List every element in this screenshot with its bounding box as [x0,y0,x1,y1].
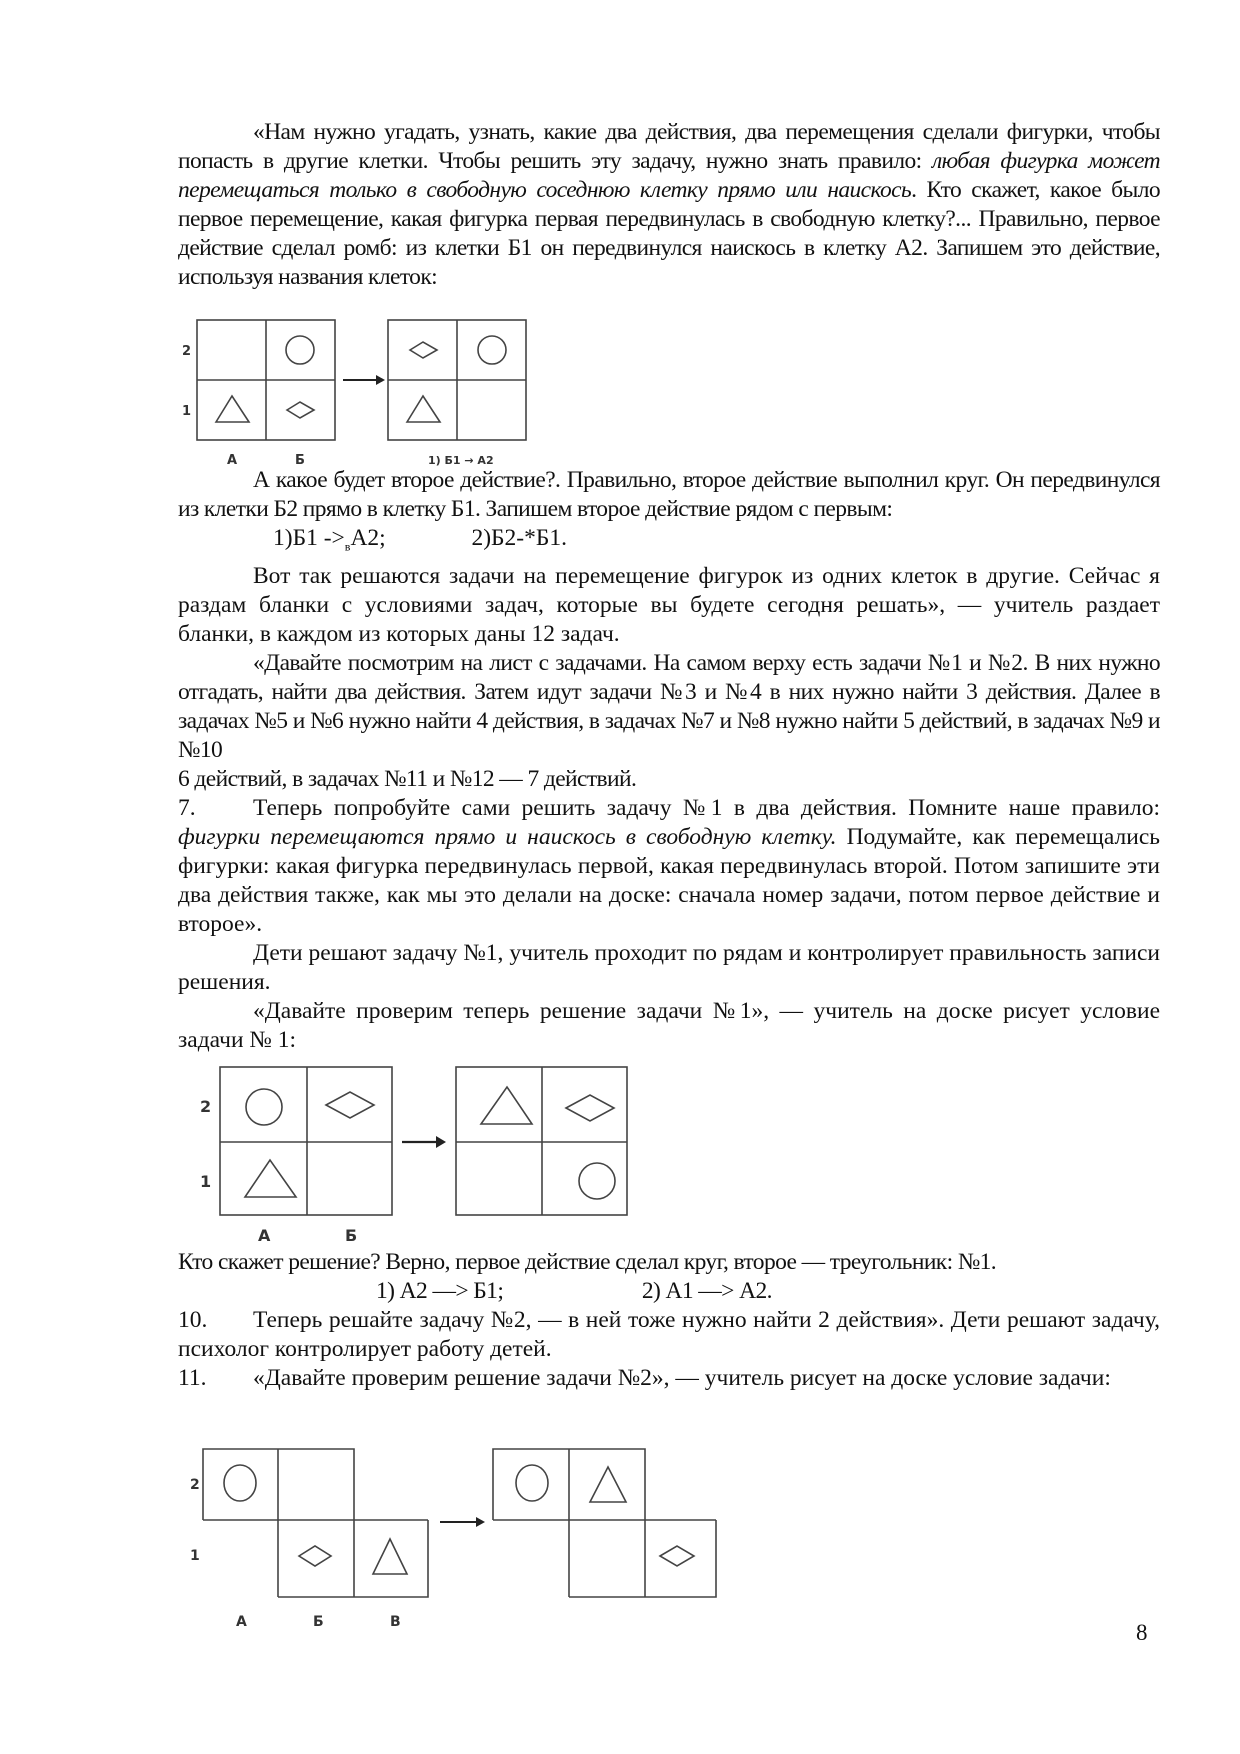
distribute-paragraph: Вот так решаются задачи на перемещение фигурок из одних клеток в другие. Сейчас я раздам бланки с условиями задач, которые вы будете сегодня решать», — учитель раздает бланки, в каждом из которых даны 12 задач. [178,562,1160,647]
svg-text:Б: Б [295,453,305,468]
svg-text:А: А [236,1614,247,1630]
svg-text:2: 2 [200,1097,212,1116]
rule-italic-2: фигурки перемещаются прямо и наискось в свободную клетку. [178,823,837,850]
svg-text:1: 1 [182,404,192,419]
svg-text:1: 1 [190,1548,200,1564]
solution-answer-paragraph: Кто скажет решение? Верно, первое действие сделал круг, второе — треугольник: №1. [178,1249,997,1275]
svg-text:В: В [390,1614,401,1630]
rule-italic: любая фигурка может перемещаться только в свободную соседнюю клетку прямо или наискось [178,148,1160,203]
svg-text:А: А [258,1226,271,1244]
svg-text:1) Б1 → А2: 1) Б1 → А2 [428,454,494,467]
intro-paragraph: «Нам нужно угадать, узнать, какие два действия, два перемещения сделали фигурки, чтобы попасть в другие клетки. Чтобы решить эту задачу, нужно знать правило: любая фигурка может перемещаться только в свободную соседнюю клетку прямо или наискось. Кто скажет, какое было первое перемещение, какая фигурка первая передвинулась в свободную клетку?... Правильно, первое действие сделал ромб: из клетки Б1 он передвинулся наискось в клетку А2. Запишем это действие, используя названия клеток: [178,119,1160,290]
svg-text:1: 1 [200,1172,212,1191]
paragraph-block-1 [178,118,1160,292]
grid-move-diagram-1 [178,318,558,468]
tasks-overview-paragraph: «Давайте посмотрим на лист с задачами. На самом верху есть задачи №1 и №2. В них нужно отгадать, найти два действия. Затем идут задачи №3 и №4 в них нужно найти 3 действия. Далее в задачах №5 и №6 нужно найти 4 действия, в задачах №7 и №8 нужно найти 5 действий, в задачах №9 и №10 [178,649,1160,763]
svg-text:Б: Б [345,1226,358,1244]
grid-move-diagram-3 [178,1444,738,1639]
paragraph-block-2 [178,466,1160,1055]
item-7-paragraph: 7. Теперь попробуйте сами решить задачу №1 в два действия. Помните наше правило: фигурки перемещаются прямо и наискось в свободную клетку. Подумайте, как перемещались фигурки: какая фигурка передвинулась первой, какая передвинулась второй. Потом запишите эти два действия также, как мы это делали на доске: сначала номер задачи, потом первое действие и второе». [178,794,1160,937]
second-action-paragraph: А какое будет второе действие?. Правильно, второе действие выполнил круг. Он передвинулся из клетки Б2 прямо в клетку Б1. Запишем второе действие рядом с первым: [178,467,1160,522]
grid-move-diagram-2 [190,1064,650,1244]
svg-text:А: А [227,453,238,468]
item-11-paragraph: 11. «Давайте проверим решение задачи №2», — учитель рисует на доске условие задачи: [178,1365,1111,1391]
page-number: 8 [1136,1620,1148,1645]
paragraph-block-4 [178,1248,1160,1393]
svg-text:Б: Б [313,1614,324,1630]
diagram-task-2 [178,1444,738,1639]
diagram-example [178,318,558,468]
formula-line: 1)Б1 $->_вА2$; 2)Б2-*Б1. [273,525,567,554]
tasks-overview-tail: 6 действий, в задачах №11 и №12 — 7 действий. [178,765,637,792]
children-solve-paragraph: Дети решают задачу №1, учитель проходит по рядам и контролирует правильность записи решения. [178,939,1160,995]
svg-text:2: 2 [182,344,192,359]
check-task1-paragraph: «Давайте проверим теперь решение задачи №1», — учитель на доске рисует условие задачи № 1: [178,997,1160,1053]
diagram-task-1 [190,1064,650,1244]
formula-line-2: 1) А2 —> Б1; 2) А1 —> А2. [376,1278,772,1304]
item-10-paragraph: 10. Теперь решайте задачу №2, — в ней тоже нужно найти 2 действия». Дети решают задачу, психолог контролирует работу детей. [178,1307,1160,1362]
svg-text:2: 2 [190,1477,200,1493]
